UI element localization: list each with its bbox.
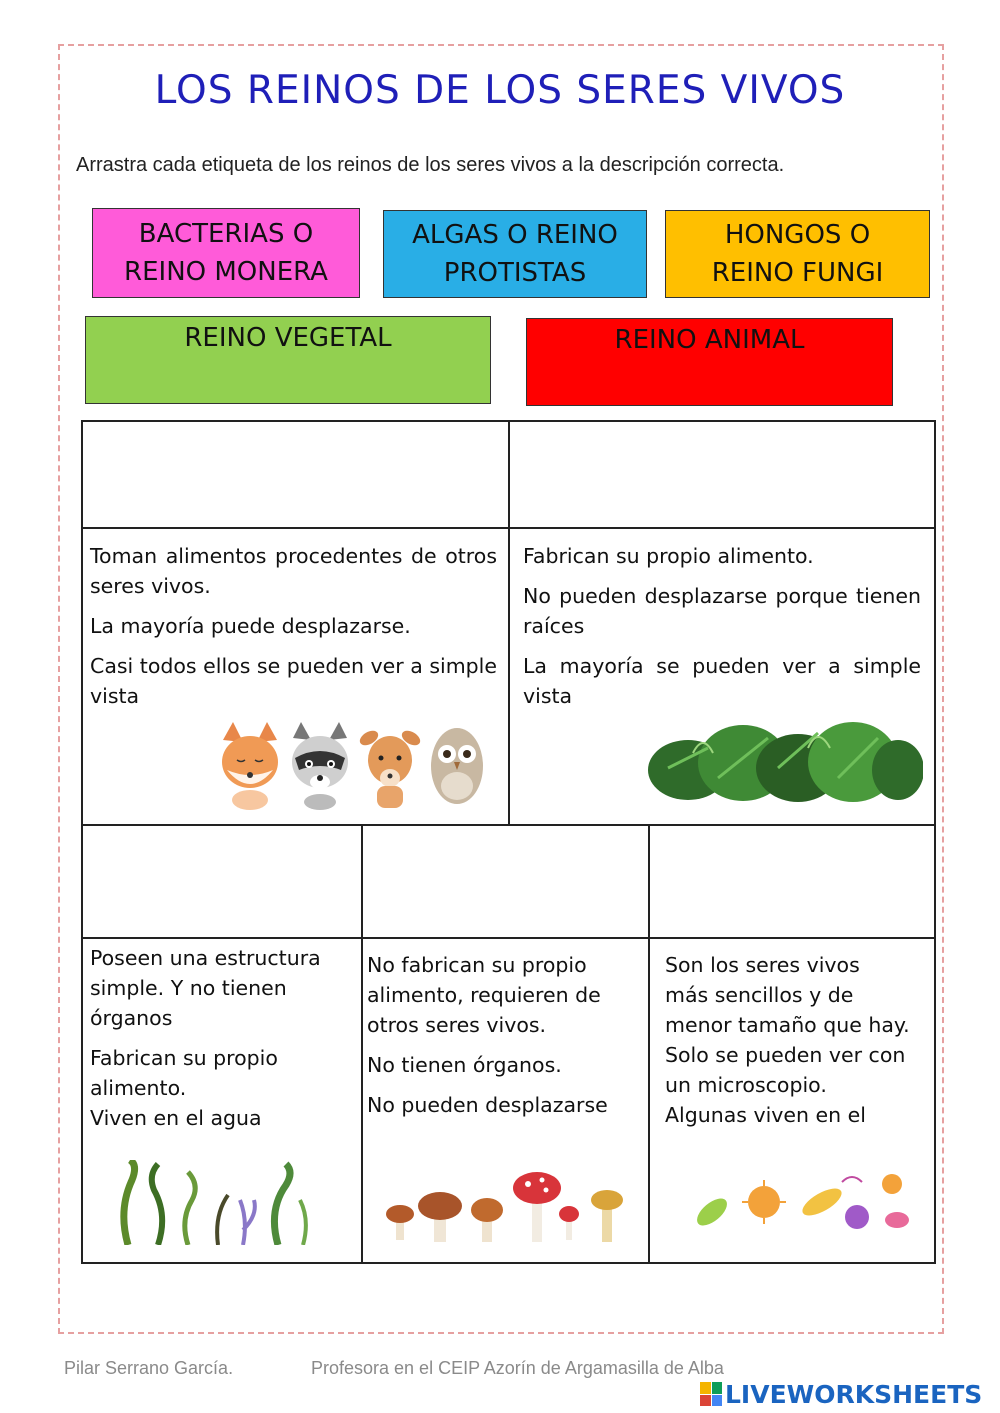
algas-line-3: órganos (90, 1006, 173, 1030)
label-reino-vegetal[interactable] (85, 316, 491, 404)
label-bacterias-line1: BACTERIAS O (138, 219, 314, 249)
label-bacterias-monera[interactable] (92, 208, 360, 298)
vegetal-desc-1: Fabrican su propio alimento. (523, 544, 814, 568)
vegetal-desc-3: La mayoría se pueden ver a simple vista (523, 654, 921, 708)
raccoon-icon (292, 722, 348, 810)
hongos-line-5: No pueden desplazarse (367, 1093, 608, 1117)
instructions-text: Arrastra cada etiqueta de los reinos de los seres vivos a la descripción correcta. (76, 154, 785, 176)
description-animal (90, 541, 497, 721)
label-animal-text: REINO ANIMAL (614, 325, 805, 355)
mushrooms-illustration (382, 1166, 632, 1248)
liveworksheets-logo-mark-icon (700, 1382, 722, 1406)
algae-illustration (118, 1160, 318, 1245)
animals-illustration (215, 720, 495, 810)
top-table-row-divider (81, 527, 936, 529)
bacterias-line-3: menor tamaño que hay. (665, 1013, 910, 1037)
label-algas-line1: ALGAS O REINO (412, 220, 618, 250)
bacterias-line-2: más sencillos y de (665, 983, 854, 1007)
hongos-line-1: No fabrican su propio (367, 953, 587, 977)
hongos-line-3: otros seres vivos. (367, 1013, 547, 1037)
bacterias-line-5: un microscopio. (665, 1073, 827, 1097)
label-hongos-fungi[interactable] (665, 210, 930, 298)
footer-author: Pilar Serrano García. (64, 1358, 234, 1378)
description-algas (90, 943, 358, 1133)
page-title: LOS REINOS DE LOS SERES VIVOS (154, 68, 846, 113)
bacterias-line-1: Son los seres vivos (665, 953, 860, 977)
plants-illustration (648, 708, 923, 806)
liveworksheets-logo[interactable] (700, 1378, 982, 1410)
animal-desc-2: La mayoría puede desplazarse. (90, 614, 411, 638)
drop-zone-vegetal[interactable] (510, 422, 934, 527)
algas-line-1: Poseen una estructura (90, 946, 321, 970)
deer-icon (357, 728, 422, 808)
bacteria-illustration (692, 1162, 922, 1250)
description-bacterias (665, 950, 933, 1130)
animal-desc-1: Toman alimentos procedentes de otros seres vivos. (90, 544, 497, 598)
label-hongos-line2: REINO FUNGI (711, 258, 884, 288)
hongos-line-4: No tienen órganos. (367, 1053, 562, 1077)
algas-line-6: Viven en el agua (90, 1106, 262, 1130)
algas-line-2: simple. Y no tienen (90, 976, 287, 1000)
label-vegetal-text: REINO VEGETAL (184, 323, 392, 353)
drop-zone-algas[interactable] (83, 826, 361, 937)
liveworksheets-brand: LIVEWORKSHEETS (725, 1379, 983, 1409)
footer-role: Profesora en el CEIP Azorín de Argamasilla de Alba (311, 1358, 724, 1378)
label-algas-line2: PROTISTAS (443, 258, 587, 288)
owl-icon (431, 728, 483, 804)
bacterias-line-4: Solo se pueden ver con (665, 1043, 906, 1067)
label-bacterias-line2: REINO MONERA (124, 257, 328, 287)
label-hongos-line1: HONGOS O (724, 220, 871, 250)
animal-desc-3: Casi todos ellos se pueden ver a simple vista (90, 654, 497, 708)
fox-icon (222, 722, 278, 810)
label-algas-protistas[interactable] (383, 210, 647, 298)
description-hongos (367, 950, 645, 1120)
description-vegetal (523, 541, 921, 721)
algas-line-5: alimento. (90, 1076, 187, 1100)
hongos-line-2: alimento, requieren de (367, 983, 601, 1007)
algas-line-4: Fabrican su propio (90, 1046, 278, 1070)
label-reino-animal[interactable] (526, 318, 893, 406)
bottom-table-row-divider (81, 937, 936, 939)
drop-zone-animal[interactable] (83, 422, 508, 527)
vegetal-desc-2: No pueden desplazarse porque tienen raíces (523, 584, 921, 638)
bacterias-line-6: Algunas viven en el (665, 1103, 866, 1127)
drop-zone-hongos[interactable] (363, 826, 648, 937)
drop-zone-bacterias[interactable] (650, 826, 934, 937)
